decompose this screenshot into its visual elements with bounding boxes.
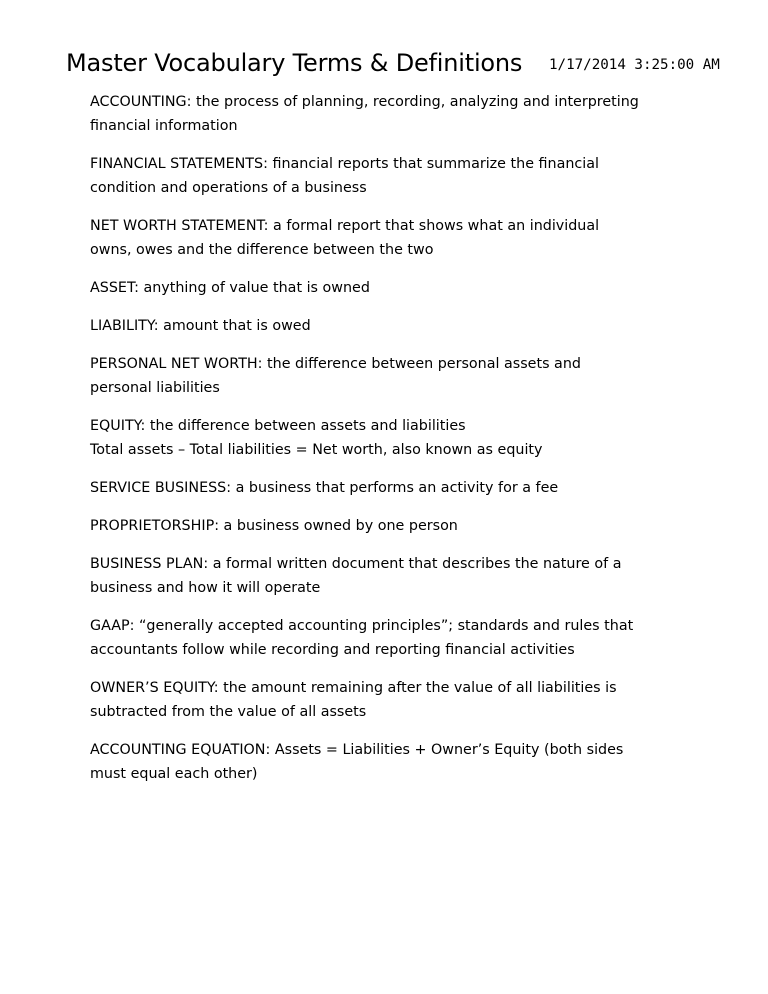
- entry-line: business and how it will operate: [90, 580, 321, 596]
- entry-line: PROPRIETORSHIP: a business owned by one person: [90, 518, 458, 534]
- vocab-entry-equity: [90, 414, 680, 462]
- entry-line: ASSET: anything of value that is owned: [90, 280, 370, 296]
- entry-line: LIABILITY: amount that is owed: [90, 318, 311, 334]
- vocab-entry-net-worth-statement: [90, 214, 680, 262]
- entry-line: EQUITY: the difference between assets and liabilities: [90, 418, 466, 434]
- vocab-entry-owners-equity: [90, 676, 680, 724]
- vocab-entry-accounting-equation: [90, 738, 680, 786]
- entry-line: condition and operations of a business: [90, 180, 367, 196]
- vocab-entry-liability: [90, 314, 680, 338]
- vocabulary-list: [90, 90, 680, 800]
- entry-line: ACCOUNTING EQUATION: Assets = Liabilities + Owner’s Equity (both sides: [90, 742, 624, 758]
- entry-line: Total assets – Total liabilities = Net worth, also known as equity: [90, 442, 543, 458]
- vocab-entry-business-plan: [90, 552, 680, 600]
- vocab-entry-proprietorship: [90, 514, 680, 538]
- entry-line: owns, owes and the difference between the two: [90, 242, 434, 258]
- entry-line: must equal each other): [90, 766, 258, 782]
- entry-line: subtracted from the value of all assets: [90, 704, 367, 720]
- header: [66, 46, 746, 80]
- entry-line: ACCOUNTING: the process of planning, recording, analyzing and interpreting: [90, 94, 639, 110]
- vocab-entry-personal-net-worth: [90, 352, 680, 400]
- timestamp: 1/17/2014 3:25:00 AM: [549, 57, 720, 73]
- vocab-entry-gaap: [90, 614, 680, 662]
- vocab-entry-accounting: [90, 90, 680, 138]
- entry-line: GAAP: “generally accepted accounting principles”; standards and rules that: [90, 618, 634, 634]
- vocab-entry-financial-statements: [90, 152, 680, 200]
- entry-line: PERSONAL NET WORTH: the difference between personal assets and: [90, 356, 581, 372]
- entry-line: SERVICE BUSINESS: a business that performs an activity for a fee: [90, 480, 559, 496]
- entry-line: financial information: [90, 118, 238, 134]
- entry-line: personal liabilities: [90, 380, 220, 396]
- entry-line: OWNER’S EQUITY: the amount remaining after the value of all liabilities is: [90, 680, 617, 696]
- page-title: Master Vocabulary Terms & Definitions: [66, 49, 523, 77]
- vocab-entry-service-business: [90, 476, 680, 500]
- entry-line: BUSINESS PLAN: a formal written document that describes the nature of a: [90, 556, 622, 572]
- entry-line: FINANCIAL STATEMENTS: financial reports that summarize the financial: [90, 156, 599, 172]
- entry-line: accountants follow while recording and reporting financial activities: [90, 642, 575, 658]
- entry-line: NET WORTH STATEMENT: a formal report that shows what an individual: [90, 218, 600, 234]
- vocab-entry-asset: [90, 276, 680, 300]
